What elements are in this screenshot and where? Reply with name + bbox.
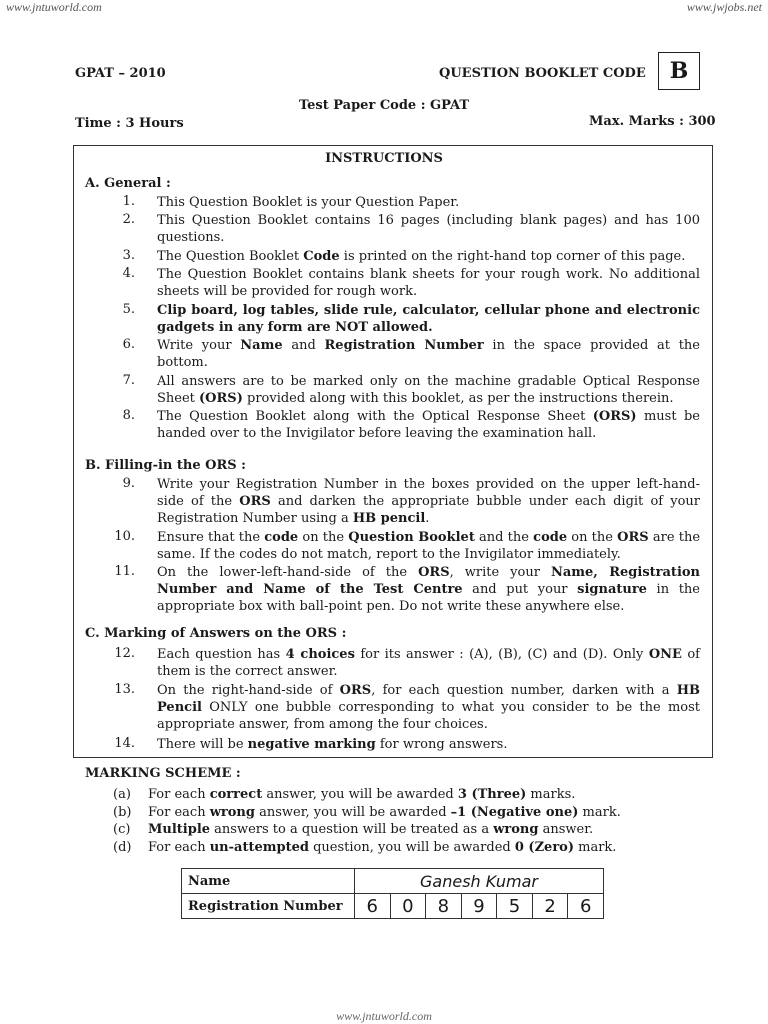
marking-scheme-letter: (d) xyxy=(113,840,132,855)
instruction-item: This Question Booklet is your Question Paper. xyxy=(157,195,460,210)
instruction-item: There will be negative marking for wrong answers. xyxy=(157,737,508,752)
marking-scheme-item: For each un-attempted question, you will be awarded 0 (Zero) mark. xyxy=(148,840,617,855)
instruction-number: 7. xyxy=(122,373,135,388)
instruction-item: The Question Booklet contains blank sheets for your rough work. No additional sheets will be provided for rough work. xyxy=(157,267,700,299)
instruction-number: 5. xyxy=(122,302,135,317)
instructions-title: INSTRUCTIONS xyxy=(325,151,443,166)
registration-digit[interactable]: 2 xyxy=(532,894,568,919)
instruction-number: 4. xyxy=(122,266,135,281)
instruction-item: This Question Booklet contains 16 pages (including blank pages) and has 100 questions. xyxy=(157,213,700,245)
instruction-number: 1. xyxy=(122,194,135,209)
registration-digit[interactable]: 6 xyxy=(568,894,604,919)
marking-scheme-title: MARKING SCHEME : xyxy=(85,766,241,781)
instruction-number: 6. xyxy=(122,337,135,352)
instruction-item: All answers are to be marked only on the machine gradable Optical Response Sheet (ORS) provided along with this booklet, as per the instructions therein. xyxy=(157,374,700,406)
marking-scheme-item: For each correct answer, you will be awarded 3 (Three) marks. xyxy=(148,787,576,802)
instruction-item: Each question has 4 choices for its answer : (A), (B), (C) and (D). Only ONE of them is the correct answer. xyxy=(157,647,700,679)
instruction-number: 8. xyxy=(122,408,135,423)
section-heading-marking-answers: C. Marking of Answers on the ORS : xyxy=(85,626,347,641)
time-allowed: Time : 3 Hours xyxy=(75,116,184,131)
instruction-number: 12. xyxy=(114,646,135,661)
test-paper-code: Test Paper Code : GPAT xyxy=(298,98,470,113)
exam-title: GPAT – 2010 xyxy=(75,66,166,81)
instruction-number: 13. xyxy=(114,682,135,697)
name-value[interactable]: Ganesh Kumar xyxy=(355,869,604,894)
watermark-bottom: www.jntuworld.com xyxy=(336,1009,432,1023)
registration-digit[interactable]: 9 xyxy=(461,894,497,919)
instruction-item: Clip board, log tables, slide rule, calculator, cellular phone and electronic gadgets in any form are NOT allowed. xyxy=(157,303,700,335)
instruction-number: 10. xyxy=(114,529,135,544)
instruction-item: On the right-hand-side of ORS, for each question number, darken with a HB Pencil ONLY one bubble corresponding to what you consider to be the most appropriate answer, from among the four choices. xyxy=(157,683,700,732)
booklet-code-label: QUESTION BOOKLET CODE xyxy=(439,66,646,81)
name-label: Name xyxy=(182,869,355,894)
registration-digit[interactable]: 0 xyxy=(390,894,426,919)
marking-scheme-letter: (c) xyxy=(113,822,131,837)
section-heading-filling-ors: B. Filling-in the ORS : xyxy=(85,458,246,473)
instruction-item: Write your Name and Registration Number in the space provided at the bottom. xyxy=(157,338,700,370)
marking-scheme-item: Multiple answers to a question will be treated as a wrong answer. xyxy=(148,822,594,837)
instruction-item: On the lower-left-hand-side of the ORS, write your Name, Registration Number and Name of the Test Centre and put your signature in the appropriate box with ball-point pen. Do not write these anywhere else. xyxy=(157,565,701,614)
marking-scheme-letter: (b) xyxy=(113,805,132,820)
section-heading-general: A. General : xyxy=(85,176,171,191)
booklet-code-box: B xyxy=(658,52,700,90)
marking-scheme-letter: (a) xyxy=(113,787,131,802)
max-marks: Max. Marks : 300 xyxy=(589,114,716,129)
registration-box xyxy=(181,868,604,919)
instruction-item: Ensure that the code on the Question Booklet and the code on the ORS are the same. If the codes do not match, report to the Invigilator immediately. xyxy=(157,530,701,562)
watermark-top-left: www.jntuworld.com xyxy=(6,0,102,14)
instruction-number: 14. xyxy=(114,736,135,751)
registration-number-label: Registration Number xyxy=(182,894,355,919)
instruction-item: Write your Registration Number in the boxes provided on the upper left-hand-side of the ORS and darken the appropriate bubble under each digit of your Registration Number using a HB pencil. xyxy=(157,477,700,526)
registration-digit[interactable]: 6 xyxy=(355,894,391,919)
instruction-number: 11. xyxy=(114,564,135,579)
instruction-number: 3. xyxy=(122,248,135,263)
marking-scheme-item: For each wrong answer, you will be awarded –1 (Negative one) mark. xyxy=(148,805,621,820)
registration-digit[interactable]: 5 xyxy=(497,894,533,919)
watermark-top-right: www.jwjobs.net xyxy=(686,0,762,14)
instruction-number: 9. xyxy=(122,476,135,491)
instruction-number: 2. xyxy=(122,212,135,227)
instruction-item: The Question Booklet along with the Optical Response Sheet (ORS) must be handed over to the Invigilator before leaving the examination hall. xyxy=(157,409,700,441)
registration-digit[interactable]: 8 xyxy=(426,894,462,919)
instruction-item: The Question Booklet Code is printed on the right-hand top corner of this page. xyxy=(157,249,686,264)
